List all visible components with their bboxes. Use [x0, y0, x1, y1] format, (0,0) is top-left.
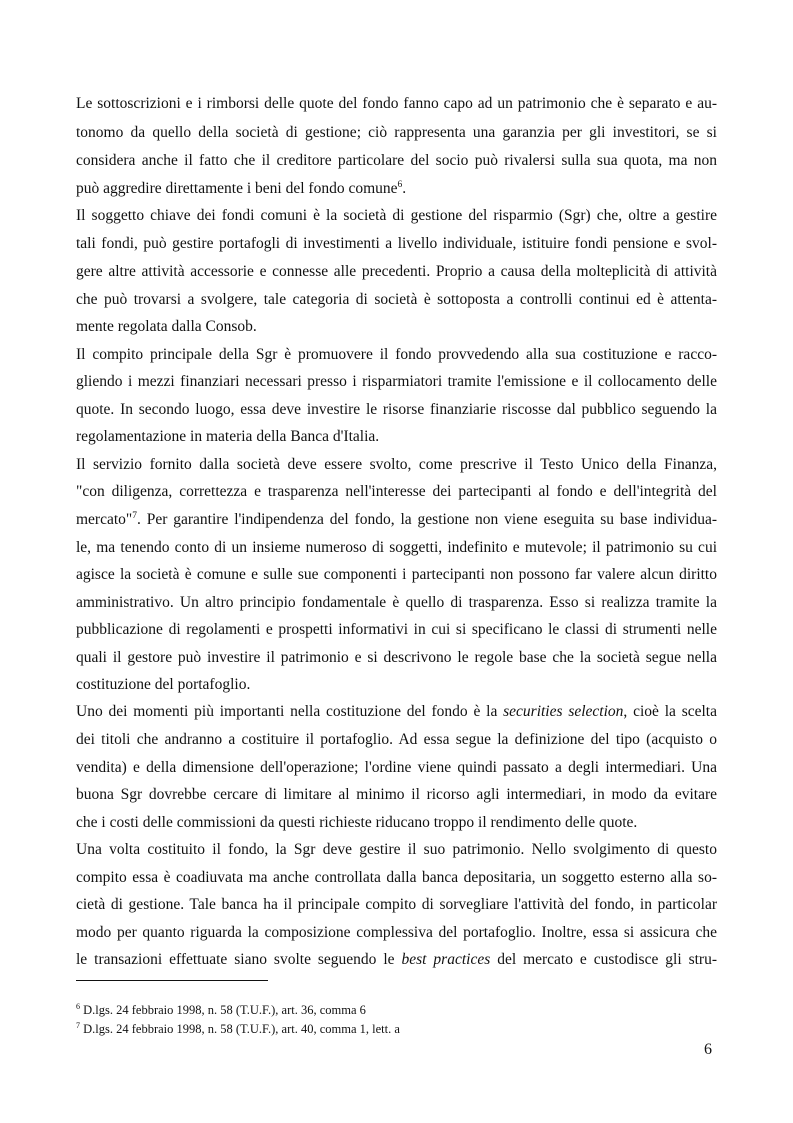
text-line: gliendo i mezzi finanziari necessari presso i risparmiatori tramite l'emissione e il collocamento delle [76, 373, 717, 390]
text-line: "con diligenza, correttezza e trasparenza nell'interesse dei partecipanti al fondo e dell'integrità del [76, 483, 717, 500]
text-line: gere altre attività accessorie e connesse alle precedenti. Proprio a causa della molteplicità di attività [76, 263, 717, 280]
text-line: quote. In secondo luogo, essa deve investire le risorse finanziarie riscosse dal pubblico seguendo la [76, 401, 717, 418]
text-line: cietà di gestione. Tale banca ha il principale compito di sorvegliare l'attività del fondo, in particolar [76, 896, 717, 913]
footnote-separator [76, 980, 268, 981]
text-line: le transazioni effettuate siano svolte seguendo le best practices del mercato e custodisce gli stru- [76, 951, 717, 968]
text-line: pubblicazione di regolamenti e prospetti informativi in cui si specificano le classi di strumenti nelle [76, 621, 717, 638]
text-line: che può trovarsi a svolgere, tale categoria di società è sottoposta a controlli continui ed è attenta- [76, 291, 717, 308]
text-line: mente regolata dalla Consob. [76, 318, 257, 335]
text-line: quali il gestore può investire il patrimonio e si descrivono le regole base che la società segue nella [76, 649, 717, 666]
text-line: Una volta costituito il fondo, la Sgr deve gestire il suo patrimonio. Nello svolgimento di questo [76, 841, 717, 858]
text-line: tali fondi, può gestire portafogli di investimenti a livello individuale, istituire fondi pensione e svol- [76, 235, 717, 252]
page-number: 6 [704, 1041, 712, 1058]
text-line: amministrativo. Un altro principio fondamentale è quello di trasparenza. Esso si realizza tramite la [76, 594, 717, 611]
footnote: $^7$ D.lgs. 24 febbraio 1998, n. 58 (T.U.F.), art. 40, comma 1, lett. a [76, 1021, 400, 1036]
text-line: costituzione del portafoglio. [76, 676, 251, 693]
text-line: modo per quanto riguarda la composizione complessiva del portafoglio. Inoltre, essa si assicura che [76, 924, 717, 941]
emphasis-term: securities selection [503, 703, 624, 720]
text-line: che i costi delle commissioni da questi richieste riducano troppo il rendimento delle quote. [76, 814, 638, 831]
footnote: $^6$ D.lgs. 24 febbraio 1998, n. 58 (T.U.F.), art. 36, comma 6 [76, 1002, 366, 1017]
footnote-ref: 6 [397, 180, 403, 190]
footnote-number: 7 [76, 1021, 80, 1030]
text-line: mercato"$^7$. Per garantire l'indipendenza del fondo, la gestione non viene eseguita su base individua- [76, 511, 717, 528]
text-line: tonomo da quello della società di gestione; ciò rappresenta una garanzia per gli investitori, se si [76, 124, 717, 141]
text-line: compito essa è coadiuvata ma anche controllata dalla banca depositaria, un soggetto esterno alla so- [76, 869, 717, 886]
text-line: regolamentazione in materia della Banca d'Italia. [76, 428, 380, 445]
footnote-number: 6 [76, 1002, 80, 1011]
text-line: dei titoli che andranno a costituire il portafoglio. Ad essa segue la definizione del tipo (acquisto o [76, 731, 717, 748]
text-line: considera anche il fatto che il creditore particolare del socio può rivalersi sulla sua quota, ma non [76, 152, 717, 169]
text-line: Uno dei momenti più importanti nella costituzione del fondo è la securities selection, cioè la scelta [76, 703, 717, 720]
text-line: può aggredire direttamente i beni del fondo comune$^6$. [76, 180, 407, 197]
emphasis-term: best practices [401, 951, 491, 968]
text-line: Il servizio fornito dalla società deve essere svolto, come prescrive il Testo Unico della Finanza, [76, 456, 717, 473]
text-line: agisce la società è comune e sulle sue componenti i partecipanti non possono far valere alcun diritto [76, 566, 717, 583]
text-line: Il soggetto chiave dei fondi comuni è la società di gestione del risparmio (Sgr) che, oltre a gestire [76, 207, 717, 224]
text-line: vendita) e della dimensione dell'operazione; l'ordine viene quindi passato a degli intermediari. Una [76, 759, 717, 776]
text-line: Il compito principale della Sgr è promuovere il fondo provvedendo alla sua costituzione e racco- [76, 346, 717, 363]
footnote-ref: 7 [132, 511, 137, 521]
text-line: buona Sgr dovrebbe cercare di limitare al minimo il ricorso agli intermediari, in modo da evitare [76, 786, 717, 803]
text-line: le, ma tenendo conto di un insieme numeroso di soggetti, indefinito e mutevole; il patrimonio su cui [76, 539, 717, 556]
text-line: Le sottoscrizioni e i rimborsi delle quote del fondo fanno capo ad un patrimonio che è separato e au- [76, 95, 717, 112]
